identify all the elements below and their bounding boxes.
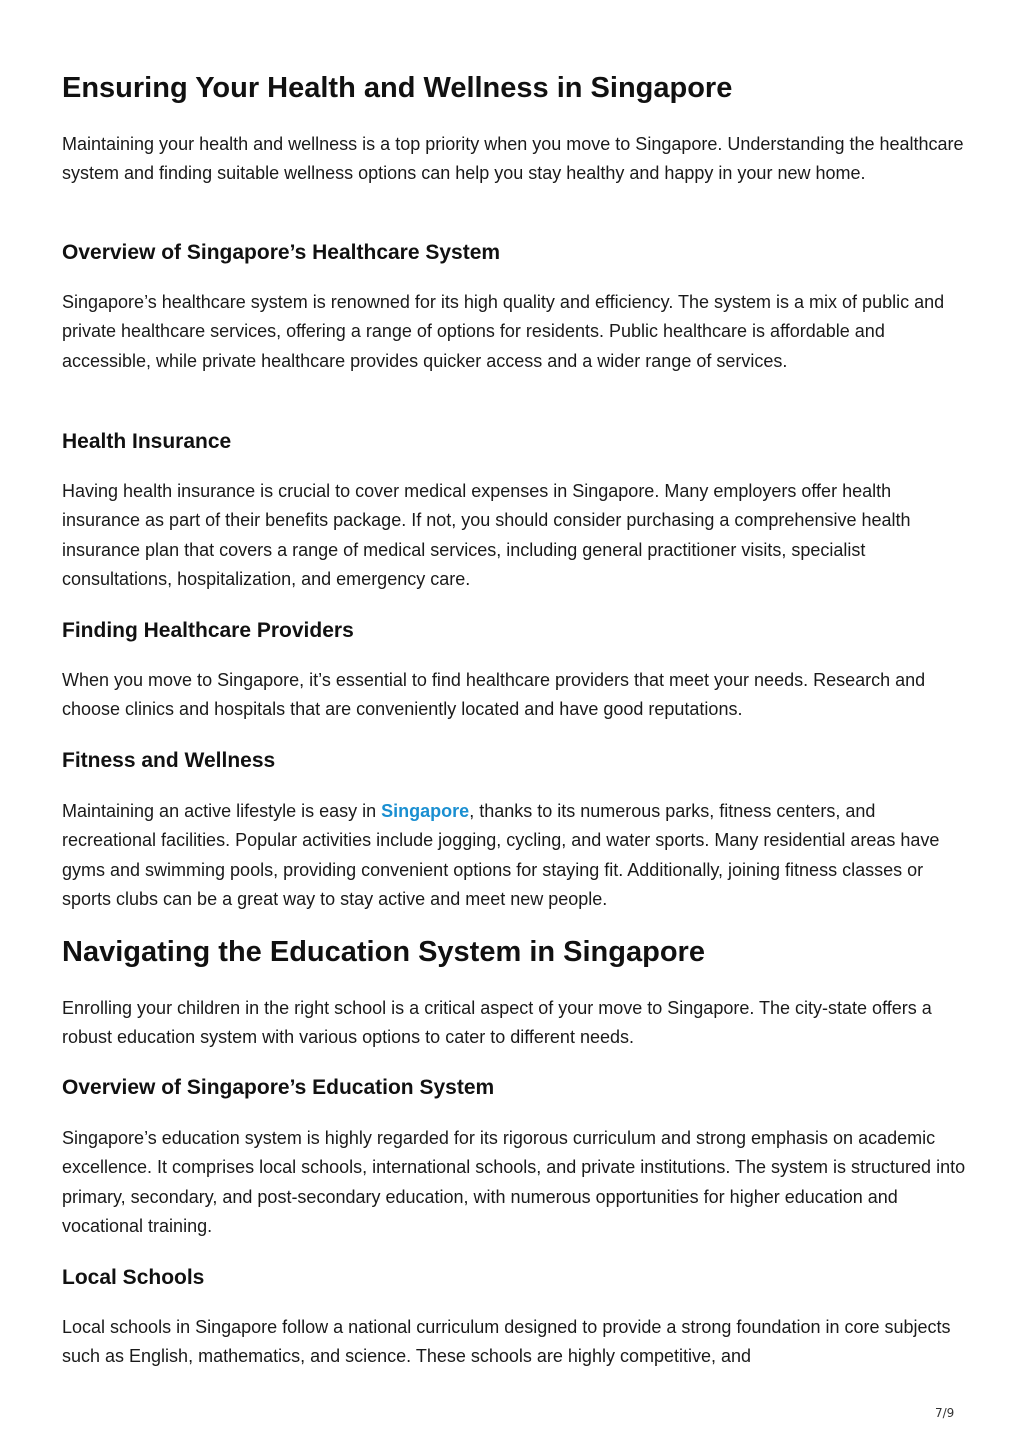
education-overview-paragraph: Singapore’s education system is highly regarded for its rigorous curriculum and strong emphasis on academic excellence. It comprises local schools, international schools, and private institutions. The system is structured into primary, secondary, and post-secondary education, with numerous opportunities for higher education and vocational training. (62, 1128, 966, 1236)
healthcare-providers-paragraph: When you move to Singapore, it’s essential to find healthcare providers that meet your needs. Research and choose clinics and hospitals that are conveniently located and have good reputations. (62, 670, 926, 720)
healthcare-overview-heading: Overview of Singapore’s Healthcare System (62, 241, 501, 264)
page-number: 7/9 (935, 1406, 955, 1420)
health-insurance-paragraph: Having health insurance is crucial to cover medical expenses in Singapore. Many employers offer health insurance as part of their benefits package. If not, you should consider purchasing a comprehensive health insurance plan that covers a range of medical services, including general practitioner visits, specialist consultations, hospitalization, and emergency care. (62, 481, 911, 589)
education-section-title: Navigating the Education System in Singapore (62, 936, 705, 968)
health-section-title: Ensuring Your Health and Wellness in Singapore (62, 72, 733, 104)
local-schools-heading: Local Schools (62, 1266, 205, 1289)
local-schools-paragraph: Local schools in Singapore follow a national curriculum designed to provide a strong foundation in core subjects such as English, mathematics, and science. These schools are highly competitive, and (62, 1317, 951, 1367)
singapore-link[interactable]: Singapore (381, 801, 470, 821)
fitness-wellness-heading: Fitness and Wellness (62, 749, 276, 772)
fitness-wellness-paragraph (62, 797, 967, 914)
education-overview-heading: Overview of Singapore’s Education System (62, 1076, 495, 1099)
fitness-text-before-link: Maintaining an active lifestyle is easy in (62, 801, 382, 821)
education-intro-paragraph: Enrolling your children in the right school is a critical aspect of your move to Singapore. The city-state offers a robust education system with various options to cater to different needs. (62, 998, 932, 1048)
fitness-text-after-link: , thanks to its numerous parks, fitness centers, and recreational facilities. Popular activities include jogging, cycling, and water sports. Many residential areas have gyms and swimming pools, providing convenient options for staying fit. Additionally, joining fitness classes or sports clubs can be a great way to stay active and meet new people. (62, 801, 940, 909)
health-intro-paragraph: Maintaining your health and wellness is a top priority when you move to Singapore. Understanding the healthcare system and finding suitable wellness options can help you stay healthy and happy in your new home. (62, 134, 964, 184)
healthcare-overview-paragraph: Singapore’s healthcare system is renowned for its high quality and efficiency. The system is a mix of public and private healthcare services, offering a range of options for residents. Public healthcare is affordable and accessible, while private healthcare provides quicker access and a wider range of services. (62, 292, 945, 371)
healthcare-providers-heading: Finding Healthcare Providers (62, 619, 354, 642)
health-insurance-heading: Health Insurance (62, 430, 232, 453)
